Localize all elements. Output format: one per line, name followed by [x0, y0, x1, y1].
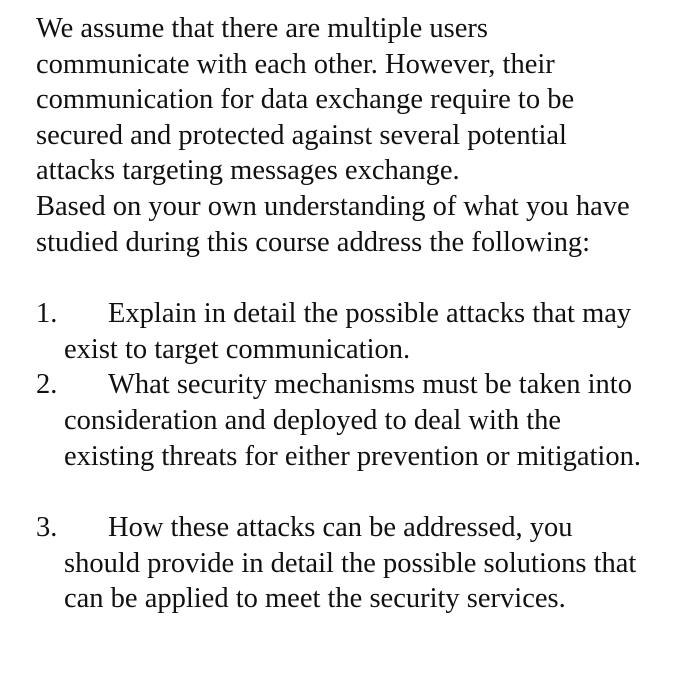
item-first-line: What security mechanisms must be taken into [108, 369, 632, 401]
spacer [36, 260, 676, 296]
question-item-1 [36, 296, 676, 367]
item-number: 2. [36, 369, 58, 401]
item-continuation-line: exist to target communication. [64, 333, 411, 365]
item-first-line: How these attacks can be addressed, you [108, 512, 573, 544]
intro-line: studied during this course address the following: [36, 226, 591, 258]
item-continuation-line: can be applied to meet the security services. [64, 583, 566, 615]
item-continuation-line: should provide in detail the possible solutions that [64, 547, 637, 579]
intro-line: secured and protected against several potential [36, 119, 567, 151]
intro-paragraph [36, 11, 676, 260]
item-continuation-line: existing threats for either prevention or mitigation. [64, 440, 641, 472]
question-list [36, 296, 676, 617]
item-continuation-line: consideration and deployed to deal with the [64, 404, 562, 436]
intro-line: We assume that there are multiple users [36, 13, 488, 44]
item-number: 3. [36, 512, 58, 544]
intro-line: communicate with each other. However, their [36, 48, 555, 80]
intro-line: communication for data exchange require to be [36, 84, 575, 116]
item-first-line: Explain in detail the possible attacks that may [108, 298, 632, 330]
item-number: 1. [36, 298, 58, 330]
intro-line: Based on your own understanding of what you have [36, 190, 630, 222]
spacer [36, 474, 676, 510]
question-item-2 [36, 367, 676, 474]
intro-line: attacks targeting messages exchange. [36, 155, 460, 187]
document-body [36, 11, 676, 617]
question-item-3 [36, 510, 676, 617]
